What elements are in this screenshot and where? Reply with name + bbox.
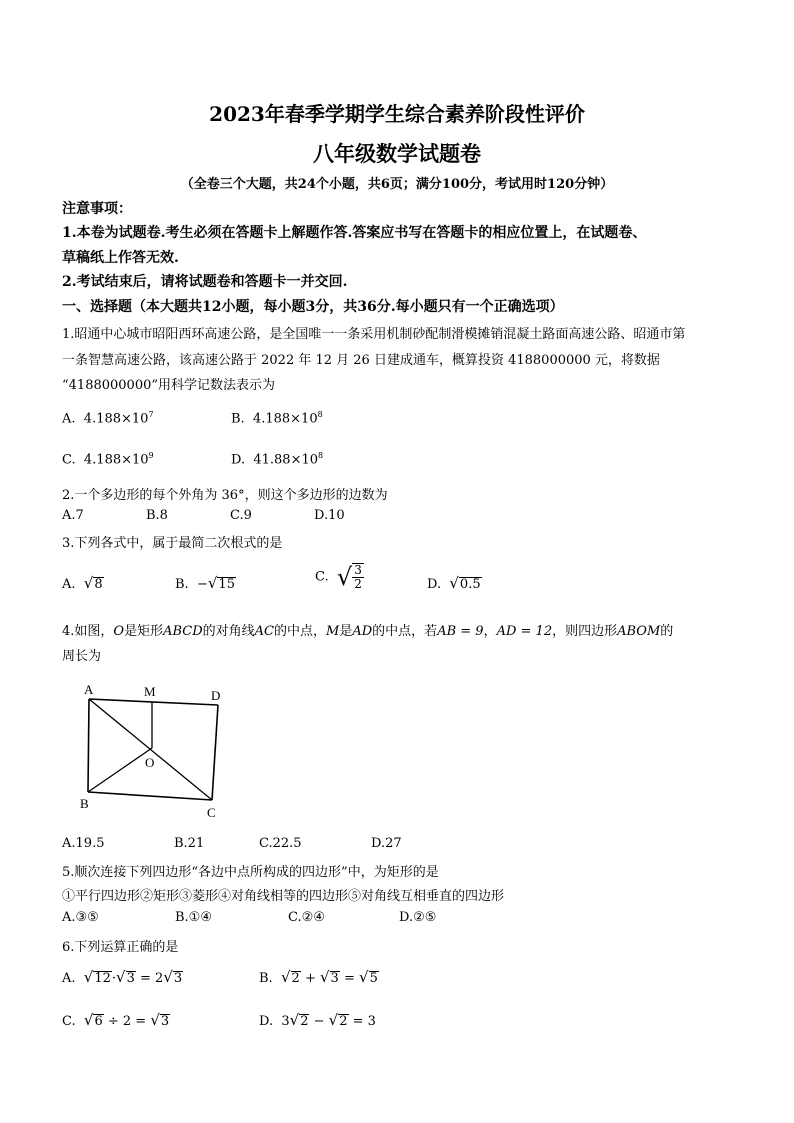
q5-items: ①平行四边形②矩形③菱形④对角线相等的四边形⑤对角线互相垂直的四边形 — [62, 889, 505, 904]
q3-option-a-radicand: 8 — [94, 577, 103, 592]
q6-option-a: A. √12·√3 = 2√3 — [62, 968, 183, 986]
sqrt-icon: √ — [336, 563, 353, 592]
sqrt-icon: √ — [83, 1011, 94, 1029]
q5-option-b: B.①④ — [175, 910, 212, 925]
sqrt-icon: √ — [83, 968, 94, 986]
q1-option-a-label: A. — [62, 411, 76, 427]
q2-text: 2.一个多边形的每个外角为 36°，则这个多边形的边数为 — [62, 488, 388, 503]
q3-option-d — [427, 574, 482, 592]
q3-option-c — [315, 563, 364, 591]
sqrt-icon: √ — [319, 968, 330, 986]
q3-option-d-label: D. — [427, 577, 442, 592]
q3-option-b-radicand: 15 — [218, 577, 235, 592]
q6-option-d: D. 3√2 − √2 = 3 — [259, 1011, 376, 1029]
figure-label-o: O — [145, 755, 155, 770]
q3-option-c-fraction — [352, 563, 364, 591]
notice-item2: 2.考试结束后，请将试题卷和答题卡一并交回. — [62, 274, 348, 290]
q3-option-a-label: A. — [62, 577, 76, 592]
notice-item1-line1: 1.本卷为试题卷.考生必须在答题卡上解题作答.答案应书写在答题卡的相应位置上，在试题卷、 — [62, 225, 647, 241]
q1-line2: 一条智慧高速公路，该高速公路于 2022 年 12 月 26 日建成通车，概算投资 4188000000 元，将数据 — [62, 353, 660, 368]
figure-label-c: C — [207, 805, 216, 820]
q1-option-b-base: 4.188×10 — [252, 411, 318, 427]
q1-option-c-label: C. — [62, 452, 76, 468]
q1-option-b — [231, 410, 323, 426]
q5-option-c: C.②④ — [288, 910, 325, 925]
q6-option-c: C. √6 ÷ 2 = √3 — [62, 1011, 170, 1029]
sqrt-icon: √ — [328, 1011, 339, 1029]
q2-option-c: C.9 — [230, 508, 252, 523]
q1-option-c — [62, 451, 154, 467]
q4-option-c: C.22.5 — [259, 836, 302, 851]
q4-line1: 4.如图，O是矩形ABCD的对角线AC的中点，M是AD的中点，若AB = 9，AD = 12，则四边形ABOM的 — [62, 624, 674, 639]
figure-label-a: A — [84, 682, 94, 697]
q4-figure — [70, 678, 240, 828]
q3-text: 3.下列各式中，属于最简二次根式的是 — [62, 536, 283, 551]
exam-title: 2023年春季学期学生综合素养阶段性评价 — [209, 102, 585, 126]
q2-option-a: A.7 — [62, 508, 84, 523]
exam-subtitle: 八年级数学试题卷 — [313, 141, 481, 166]
sqrt-icon: √ — [116, 968, 126, 986]
q3-option-c-numerator: 3 — [354, 563, 362, 577]
q3-option-d-radicand: 0.5 — [459, 577, 481, 592]
figure-label-d: D — [211, 688, 221, 703]
q2-option-b: B.8 — [146, 508, 168, 523]
q3-option-b-sign: − — [196, 577, 208, 592]
figure-edge-dc — [212, 705, 218, 800]
q5-option-d: D.②⑤ — [399, 910, 437, 925]
notice-heading: 注意事项： — [62, 201, 132, 217]
sqrt-icon: √ — [150, 1011, 160, 1029]
q1-option-b-label: B. — [231, 411, 245, 427]
q5-option-a: A.③⑤ — [62, 910, 99, 925]
q1-option-d-base: 41.88×10 — [253, 452, 319, 468]
q3-option-a — [62, 574, 104, 592]
figure-edge-cb — [88, 792, 212, 800]
q1-option-c-base: 4.188×10 — [83, 452, 149, 468]
q4-option-a: A.19.5 — [62, 836, 105, 851]
q1-line3: “4188000000”用科学记数法表示为 — [62, 378, 276, 393]
q4-line2: 周长为 — [62, 649, 102, 664]
q1-line1: 1.昭通中心城市昭阳西环高速公路，是全国唯一一条采用机制砂配制滑模摊销混凝土路面高速公路、昭通市第 — [62, 327, 686, 342]
exam-info: （全卷三个大题，共24个小题，共6页；满分100分，考试用时120分钟） — [180, 177, 614, 192]
sqrt-icon: √ — [289, 1011, 300, 1029]
sqrt-icon: √ — [163, 968, 173, 986]
q1-option-a-base: 4.188×10 — [83, 411, 149, 427]
q3-option-b — [175, 574, 236, 592]
q1-option-d — [231, 451, 323, 467]
sqrt-icon: √ — [207, 574, 218, 592]
sqrt-icon: √ — [359, 968, 369, 986]
q1-option-d-label: D. — [231, 452, 246, 468]
notice-item1-line2: 草稿纸上作答无效. — [62, 250, 179, 266]
figure-segment-bo — [88, 748, 155, 792]
q3-option-b-label: B. — [175, 577, 189, 592]
q1-option-a — [62, 410, 154, 426]
q1-option-c-exp: 9 — [148, 451, 154, 460]
sqrt-icon: √ — [449, 574, 459, 592]
q3-option-c-label: C. — [315, 569, 329, 585]
figure-edge-ad — [89, 699, 218, 705]
q3-option-c-denominator: 2 — [354, 577, 362, 592]
q4-option-b: B.21 — [174, 836, 205, 851]
q6-option-b: B. √2 + √3 = √5 — [259, 968, 378, 986]
q6-text: 6.下列运算正确的是 — [62, 940, 179, 955]
q1-option-b-exp: 8 — [317, 410, 323, 419]
sqrt-icon: √ — [280, 968, 291, 986]
q2-option-d: D.10 — [314, 508, 345, 523]
q4-option-d: D.27 — [371, 836, 402, 851]
figure-label-m: M — [144, 684, 156, 699]
sqrt-icon: √ — [83, 574, 94, 592]
q1-option-a-exp: 7 — [148, 410, 154, 419]
figure-edge-ba — [88, 699, 89, 792]
section1-heading: 一、选择题（本大题共12小题，每小题3分，共36分.每小题只有一个正确选项） — [62, 299, 564, 315]
figure-label-b: B — [80, 796, 89, 811]
q5-text: 5.顺次连接下列四边形“各边中点所构成的四边形”中，为矩形的是 — [62, 865, 439, 880]
q1-option-d-exp: 8 — [318, 451, 324, 460]
